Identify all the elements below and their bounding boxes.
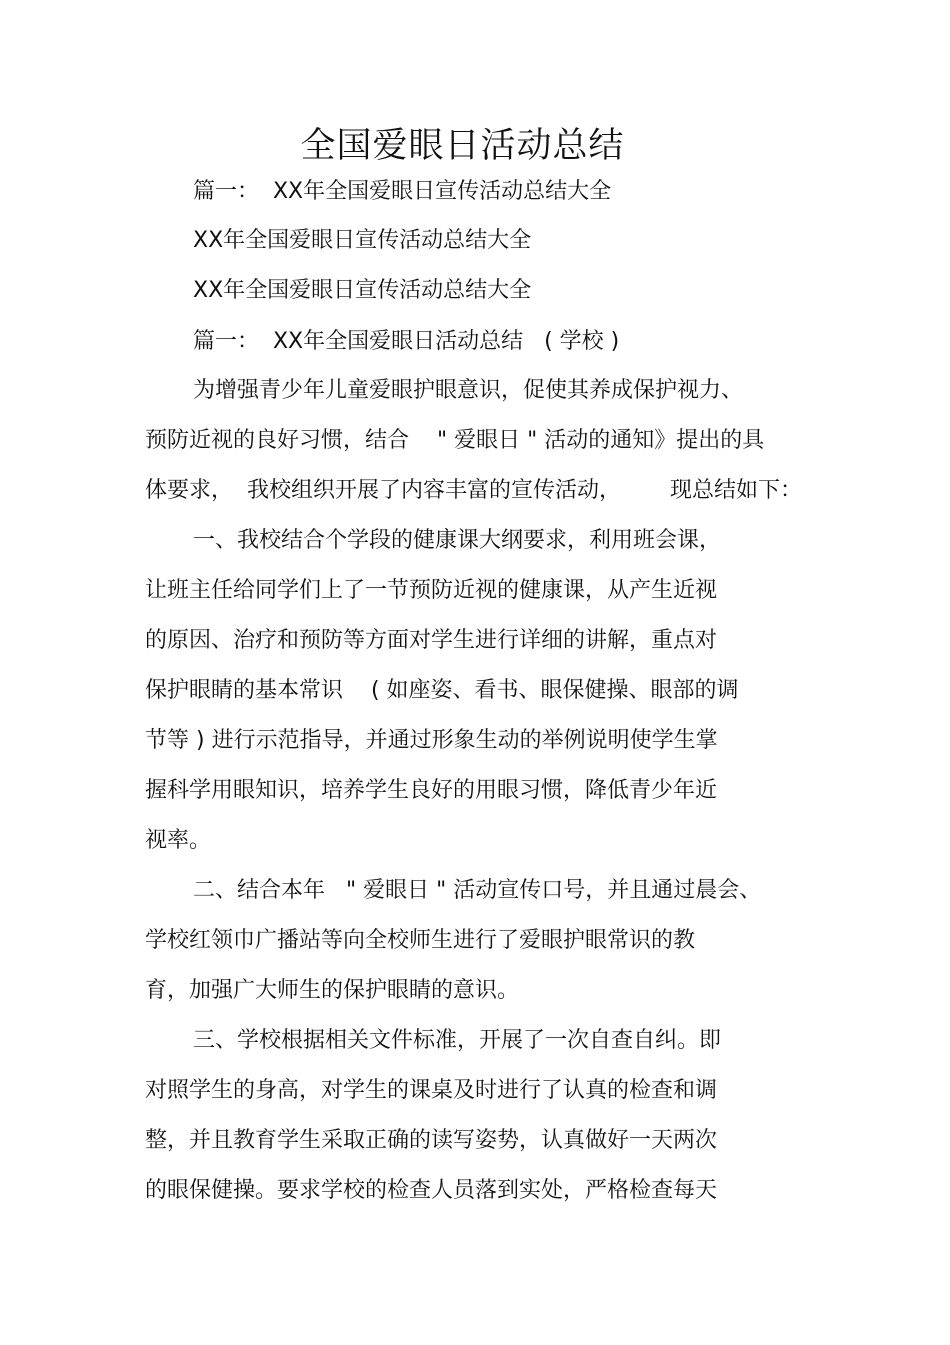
paragraph-intro-line-2: 预防近视的良好习惯，结合 " 爱眼日 " 活动的通知》提出的具 bbox=[145, 428, 765, 453]
subtitle-line-4: 篇一： XX年全国爱眼日活动总结 ( 学校 ) bbox=[193, 329, 620, 354]
paragraph-one-line-2: 让班主任给同学们上了一节预防近视的健康课，从产生近视 bbox=[145, 578, 718, 603]
subtitle-line-2: XX年全国爱眼日宣传活动总结大全 bbox=[193, 228, 532, 253]
paragraph-one-line-1: 一、我校结合个学段的健康课大纲要求，利用班会课， bbox=[193, 528, 722, 553]
paragraph-three-line-4: 的眼保健操。要求学校的检查人员落到实处，严格检查每天 bbox=[145, 1178, 718, 1203]
document-title: 全国爱眼日活动总结 bbox=[300, 126, 625, 166]
paragraph-one-line-7: 视率。 bbox=[145, 828, 212, 853]
paragraph-intro-line-1: 为增强青少年儿童爱眼护眼意识，促使其养成保护视力、 bbox=[193, 378, 744, 403]
paragraph-intro-line-3: 体要求， 我校组织开展了内容丰富的宣传活动， 现总结如下： bbox=[145, 478, 802, 503]
paragraph-two-line-2: 学校红领巾广播站等向全校师生进行了爱眼护眼常识的教 bbox=[145, 928, 696, 953]
subtitle-line-3: XX年全国爱眼日宣传活动总结大全 bbox=[193, 278, 532, 303]
paragraph-one-line-6: 握科学用眼知识，培养学生良好的用眼习惯，降低青少年近 bbox=[145, 778, 718, 803]
paragraph-two-line-3: 育，加强广大师生的保护眼睛的意识。 bbox=[145, 978, 520, 1003]
paragraph-three-line-2: 对照学生的身高，对学生的课桌及时进行了认真的检查和调 bbox=[145, 1078, 718, 1103]
paragraph-two-line-1: 二、结合本年 " 爱眼日 " 活动宣传口号，并且通过晨会、 bbox=[193, 878, 762, 903]
paragraph-one-line-3: 的原因、治疗和预防等方面对学生进行详细的讲解，重点对 bbox=[145, 628, 718, 653]
subtitle-line-1: 篇一： XX年全国爱眼日宣传活动总结大全 bbox=[193, 179, 612, 204]
paragraph-three-line-3: 整，并且教育学生采取正确的读写姿势，认真做好一天两次 bbox=[145, 1128, 718, 1153]
paragraph-one-line-4: 保护眼睛的基本常识 ( 如座姿、看书、眼保健操、眼部的调 bbox=[145, 678, 739, 703]
paragraph-three-line-1: 三、学校根据相关文件标准，开展了一次自查自纠。即 bbox=[193, 1028, 722, 1053]
paragraph-one-line-5: 节等 ) 进行示范指导，并通过形象生动的举例说明使学生掌 bbox=[145, 728, 718, 753]
